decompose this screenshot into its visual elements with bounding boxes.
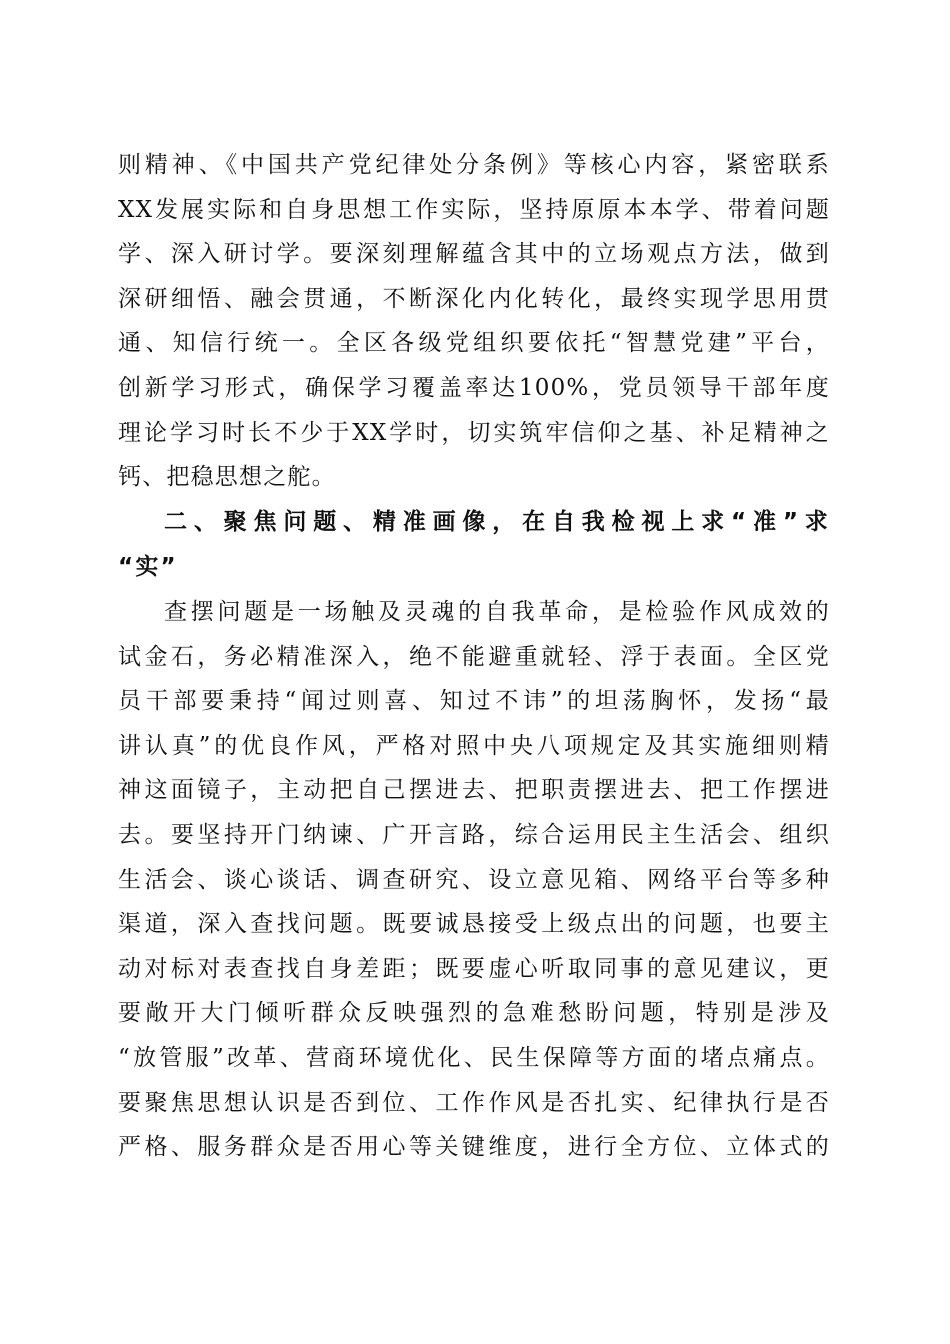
body-paragraph-1 <box>118 143 830 500</box>
text-line: 去。要坚持开门纳谏、广开言路，综合运用民主生活会、组织 <box>118 821 830 848</box>
text-line: 要聚焦思想认识是否到位、工作作风是否扎实、纪律执行是否 <box>118 1089 830 1116</box>
text-line: 生活会、谈心谈话、调查研究、设立意见箱、网络平台等多种 <box>118 866 830 893</box>
text-line: 深研细悟、融会贯通，不断深化内化转化，最终实现学思用贯 <box>118 285 830 312</box>
text-line: 动对标对表查找自身差距；既要虚心听取同事的意见建议，更 <box>118 955 830 982</box>
text-line: 查摆问题是一场触及灵魂的自我革命，是检验作风成效的 <box>164 599 830 625</box>
section-heading-2 <box>118 500 830 589</box>
text-line: 理论学习时长不少于XX学时，切实筑牢信仰之基、补足精神之 <box>118 419 830 446</box>
text-line: 创新学习形式，确保学习覆盖率达100%，党员领导干部年度 <box>118 374 830 401</box>
text-line: 试金石，务必精准深入，绝不能避重就轻、浮于表面。全区党 <box>118 643 830 670</box>
text-line: 要敞开大门倾听群众反映强烈的急难愁盼问题，特别是涉及 <box>118 1000 830 1027</box>
text-line: 渠道，深入查找问题。既要诚恳接受上级点出的问题，也要主 <box>118 911 830 938</box>
text-line: 通、知信行统一。全区各级党组织要依托“智慧党建”平台， <box>118 330 830 357</box>
text-line: 员干部要秉持“闻过则喜、知过不讳”的坦荡胸怀，发扬“最 <box>118 688 830 715</box>
text-line: 讲认真”的优良作风，严格对照中央八项规定及其实施细则精 <box>118 732 830 759</box>
text-line: 则精神、《中国共产党纪律处分条例》等核心内容，紧密联系 <box>118 152 830 178</box>
heading-line: 二、聚焦问题、精准画像，在自我检视上求“准”求 <box>164 509 830 535</box>
text-line: 神这面镜子，主动把自己摆进去、把职责摆进去、把工作摆进 <box>118 777 830 804</box>
text-line: XX发展实际和自身思想工作实际，坚持原原本本学、带着问题 <box>118 196 830 223</box>
text-line: 钙、把稳思想之舵。 <box>118 464 336 491</box>
text-line: “放管服”改革、营商环境优化、民生保障等方面的堵点痛点。 <box>118 1044 830 1071</box>
text-line: 学、深入研讨学。要深刻理解蕴含其中的立场观点方法，做到 <box>118 241 830 268</box>
body-paragraph-2 <box>118 590 830 1170</box>
text-line: 严格、服务群众是否用心等关键维度，进行全方位、立体式的 <box>118 1134 830 1161</box>
heading-line: “实” <box>118 553 178 580</box>
